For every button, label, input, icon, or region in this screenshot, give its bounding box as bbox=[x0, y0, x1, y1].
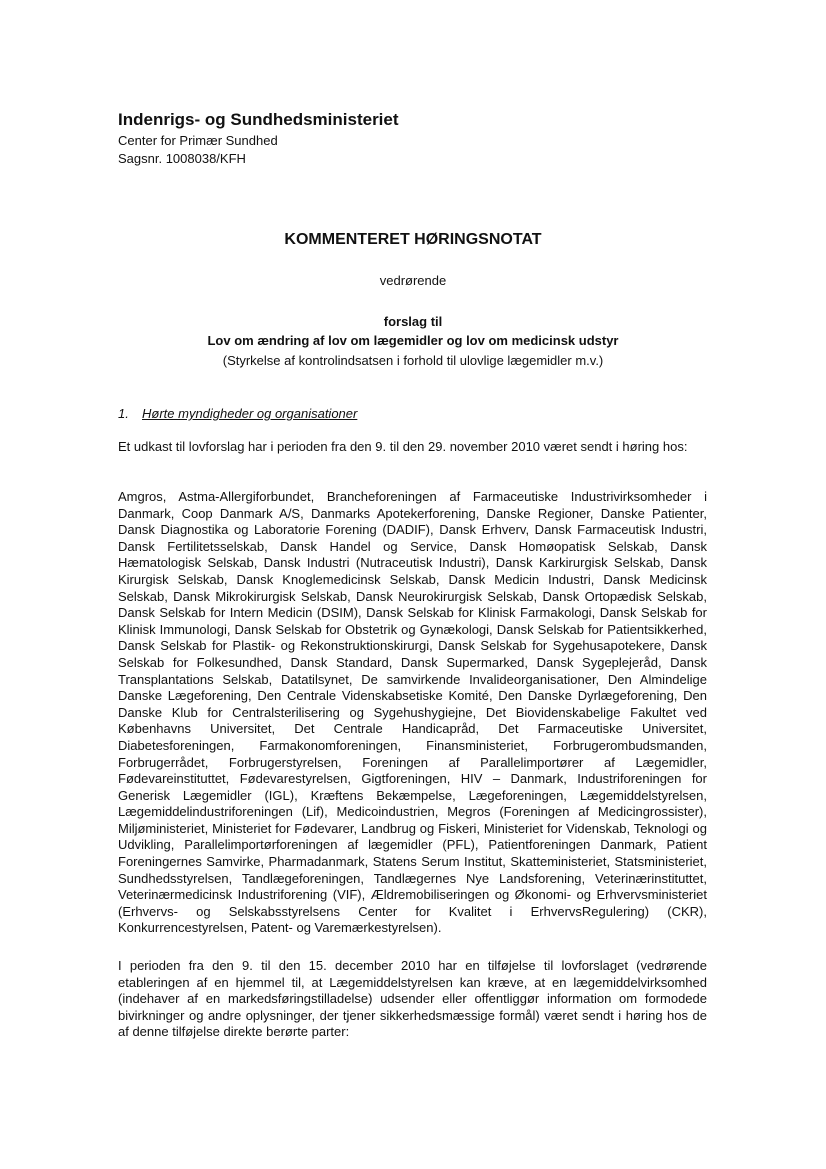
section-title: Hørte myndigheder og organisationer bbox=[142, 406, 358, 421]
proposal-label: forslag til bbox=[383, 314, 443, 329]
department-name: Center for Primær Sundhed bbox=[118, 133, 278, 148]
consulted-parties-paragraph: Amgros, Astma-Allergiforbundet, Brancheforeningen af Farmaceutiske Industrivirksomheder i Danmark, Coop Danmark A/S, Danmarks Apotekerforening, Danske Regioner, Danske Patienter, Dansk Diagnostika og Laboratorie Forening (DADIF), Dansk Erhverv, Dansk Farmaceutisk Industri, Dansk Fertilitetsselskab, Dansk Handel og Service, Dansk Homøopatisk Selskab, Dansk Hæmatologisk Selskab, Dansk Industri (Nutraceutisk Industri), Dansk Karkirurgisk Selskab, Dansk Kirurgisk Selskab, Dansk Knoglemedicinsk Selskab, Dansk Medicin Industri, Dansk Medicinsk Selskab, Dansk Mikrokirurgisk Selskab, Dansk Neurokirurgisk Selskab, Dansk Ortopædisk Selskab, Dansk Selskab for Intern Medicin (DSIM), Dansk Selskab for Klinisk Farmakologi, Dansk Selskab for Klinisk Immunologi, Dansk Selskab for Obstetrik og Gynækologi, Dansk Selskab for Patientsikkerhed, Dansk Selskab for Plastik- og Rekonstruktionskirurgi, Dansk Selskab for Sygehusapotekere, Dansk Selskab for Folkesundhed, Dansk Standard, Dansk Supermarked, Dansk Sygeplejeråd, Dansk Transplantations Selskab, Datatilsynet, De samvirkende Invalideorganisationer, Den Almindelige Danske Lægeforening, Den Centrale Videnskabsetiske Komité, Den Danske Dyrlægeforening, Den Danske Klub for Centralsterilisering og Sygehushygiejne, Det Biovidenskabelige Fakultet ved Københavns Universitet, Det Centrale Handicapråd, Det Farmaceutiske Universitet, Diabetesforeningen, Farmakonomforeningen, Finansministeriet, Forbrugerombudsmanden, Forbrugerrådet, Forbrugerstyrelsen, Foreningen af Parallelimportører af Lægemidler, Fødevareinstituttet, Fødevarestyrelsen, Gigtforeningen, HIV – Danmark, Industriforeningen for Generisk Lægemidler (IGL), Kræftens Bekæmpelse, Lægeforeningen, Lægemiddelstyrelsen, Lægemiddelindustriforeningen (Lif), Medicoindustrien, Megros (Foreningen af Medicingrossister), Miljøministeriet, Ministeriet for Fødevarer, Landbrug og Fiskeri, Ministeriet for Videnskab, Teknologi og Udvikling, Parallelimportørforeningen af lægemidler (PFL), Patientforeningen Danmark, Patient Foreningernes Samvirke, Pharmadanmark, Statens Serum Institut, Skatteministeriet, Statsministeriet, Sundhedsstyrelsen, Tandlægeforeningen, Tandlægernes Nye Landsforening, Veterinærinstituttet, Veterinærmedicinsk Industriforening (VIF), Ældremobiliseringen og Økonomi- og Erhvervsministeriet (Erhvervs- og Selskabsstyrelsens Center for Kvalitet i ErhvervsRegulering) (CKR), Konkurrencestyrelsen, Patent- og Varemærkestyrelsen). bbox=[118, 489, 707, 936]
regarding-label: vedrørende bbox=[379, 273, 447, 288]
section-heading bbox=[118, 405, 357, 423]
law-subtitle: (Styrkelse af kontrolindsatsen i forhold til ulovlige lægemidler m.v.) bbox=[222, 353, 604, 368]
supplement-paragraph: I perioden fra den 9. til den 15. december 2010 har en tilføjelse til lovforslaget (vedrørende etableringen af en hjemmel til, at Lægemiddelstyrelsen kan kræve, at en lægemiddelvirksomhed (indehaver af en markedsføringstilladelse) udsender eller offentliggør information om formodede bivirkninger og andre oplysninger, der tjener sikkerhedsmæssige formål) været sendt i høring hos de af denne tilføjelse direkte berørte parter: bbox=[118, 958, 707, 1040]
law-title: Lov om ændring af lov om lægemidler og lov om medicinsk udstyr bbox=[207, 333, 619, 348]
case-number: Sagsnr. 1008038/KFH bbox=[118, 151, 246, 166]
document-title: KOMMENTERET HØRINGSNOTAT bbox=[284, 231, 542, 248]
intro-paragraph: Et udkast til lovforslag har i perioden fra den 9. til den 29. november 2010 været sendt i høring hos: bbox=[118, 439, 688, 454]
section-number: 1. bbox=[118, 406, 129, 421]
ministry-name: Indenrigs- og Sundhedsministeriet bbox=[118, 110, 399, 129]
